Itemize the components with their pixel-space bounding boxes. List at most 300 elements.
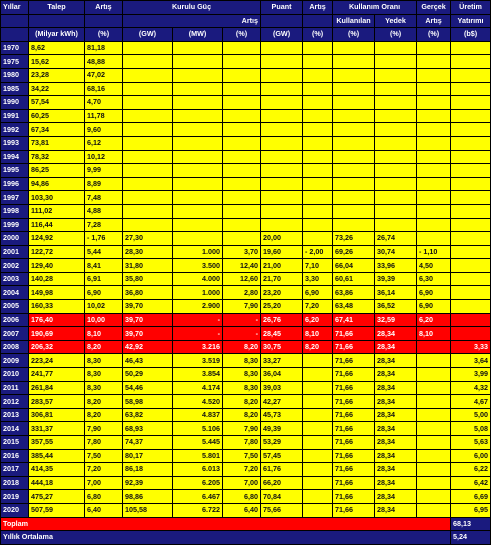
table-cell: 206,32 [29, 340, 85, 354]
year-cell: 1990 [1, 96, 29, 110]
table-cell [451, 123, 491, 137]
table-row [1, 313, 491, 327]
table-cell: 86,25 [29, 164, 85, 178]
table-cell: 7,90 [223, 422, 261, 436]
table-cell: 39,70 [123, 313, 173, 327]
table-cell: 27,30 [123, 232, 173, 246]
table-cell [451, 300, 491, 314]
header-row-1 [1, 1, 491, 15]
header-actual: Gerçek [417, 1, 451, 15]
table-cell: 4,88 [85, 204, 123, 218]
table-cell [333, 150, 375, 164]
table-cell: 6.013 [173, 463, 223, 477]
table-cell [417, 177, 451, 191]
table-cell: 3,70 [223, 245, 261, 259]
table-cell [417, 41, 451, 55]
table-cell [261, 136, 303, 150]
table-cell: 28,34 [375, 449, 417, 463]
table-cell: 12,40 [223, 259, 261, 273]
table-cell [417, 150, 451, 164]
table-cell: 28,34 [375, 503, 417, 517]
table-cell: 98,86 [123, 490, 173, 504]
table-cell [303, 368, 333, 382]
table-cell [451, 218, 491, 232]
year-cell: 2009 [1, 354, 29, 368]
unit-peak-gw: (GW) [261, 28, 303, 42]
year-cell: 2010 [1, 368, 29, 382]
table-cell: 5,00 [451, 408, 491, 422]
table-cell: 7,50 [223, 449, 261, 463]
table-cell: 124,92 [29, 232, 85, 246]
table-cell [223, 164, 261, 178]
table-cell: 6,20 [303, 313, 333, 327]
year-cell: 2000 [1, 232, 29, 246]
table-cell: 7,20 [223, 463, 261, 477]
table-row [1, 463, 491, 477]
table-cell [303, 68, 333, 82]
table-cell [173, 218, 223, 232]
table-cell: 86,18 [123, 463, 173, 477]
table-cell: 75,66 [261, 503, 303, 517]
year-cell: 2003 [1, 272, 29, 286]
table-cell: 5.801 [173, 449, 223, 463]
header-actual-increase: Artış [417, 14, 451, 28]
table-row [1, 422, 491, 436]
table-cell: 5,08 [451, 422, 491, 436]
year-cell: 2016 [1, 449, 29, 463]
table-cell [123, 96, 173, 110]
table-cell [123, 191, 173, 205]
table-cell: 6,40 [223, 503, 261, 517]
table-cell [333, 177, 375, 191]
table-row [1, 164, 491, 178]
table-cell [333, 68, 375, 82]
table-cell: 71,66 [333, 395, 375, 409]
table-cell: 8,10 [303, 327, 333, 341]
footer-label: Yıllık Ortalama [1, 531, 451, 545]
table-cell: 8,20 [223, 340, 261, 354]
table-cell [417, 354, 451, 368]
table-cell [451, 313, 491, 327]
table-row [1, 490, 491, 504]
table-cell [173, 177, 223, 191]
table-cell: 6.722 [173, 503, 223, 517]
table-cell: 30,75 [261, 340, 303, 354]
table-cell: 4,67 [451, 395, 491, 409]
table-cell [417, 218, 451, 232]
header-peak: Puant [261, 1, 303, 15]
table-cell [451, 204, 491, 218]
table-cell: 57,45 [261, 449, 303, 463]
table-cell [223, 191, 261, 205]
year-cell: 2007 [1, 327, 29, 341]
table-row [1, 245, 491, 259]
table-cell: 8,30 [223, 354, 261, 368]
table-cell: 4.520 [173, 395, 223, 409]
table-cell: 3.500 [173, 259, 223, 273]
table-cell: 33,27 [261, 354, 303, 368]
table-cell: 28,34 [375, 436, 417, 450]
table-cell [451, 164, 491, 178]
table-cell [417, 436, 451, 450]
table-row [1, 476, 491, 490]
table-row [1, 381, 491, 395]
table-row [1, 96, 491, 110]
table-cell [261, 164, 303, 178]
table-row [1, 272, 491, 286]
table-cell [333, 82, 375, 96]
table-cell [123, 150, 173, 164]
year-cell: 2006 [1, 313, 29, 327]
table-cell [375, 123, 417, 137]
header-installed-increase: Artış [123, 14, 261, 28]
table-cell: 45,73 [261, 408, 303, 422]
table-cell: 73,26 [333, 232, 375, 246]
table-cell [451, 272, 491, 286]
table-cell: 176,40 [29, 313, 85, 327]
table-cell: 8,20 [303, 340, 333, 354]
table-cell [303, 490, 333, 504]
table-cell: 6,95 [451, 503, 491, 517]
header-demand: Talep [29, 1, 85, 15]
year-cell: 2001 [1, 245, 29, 259]
table-cell: 28,30 [123, 245, 173, 259]
table-cell [417, 381, 451, 395]
unit-gw: (GW) [123, 28, 173, 42]
table-cell: 6,22 [451, 463, 491, 477]
table-cell [303, 476, 333, 490]
header-investment: Yatırımı [451, 14, 491, 28]
table-cell [223, 109, 261, 123]
table-cell [375, 96, 417, 110]
footer-value: 5,24 [451, 531, 491, 545]
table-cell [417, 463, 451, 477]
table-cell: 39,03 [261, 381, 303, 395]
table-cell [173, 164, 223, 178]
table-cell: 48,88 [85, 55, 123, 69]
table-cell [223, 96, 261, 110]
table-cell: 7,50 [85, 449, 123, 463]
table-cell [223, 218, 261, 232]
table-cell: 68,16 [85, 82, 123, 96]
year-cell: 1980 [1, 68, 29, 82]
table-cell [375, 41, 417, 55]
year-cell: 2008 [1, 340, 29, 354]
table-cell: 28,34 [375, 368, 417, 382]
table-cell [261, 41, 303, 55]
unit-peak-increase: (%) [303, 28, 333, 42]
table-row [1, 436, 491, 450]
table-cell: 6,12 [85, 136, 123, 150]
table-cell: 6,42 [451, 476, 491, 490]
table-cell: 111,02 [29, 204, 85, 218]
table-cell [451, 82, 491, 96]
table-cell [417, 232, 451, 246]
table-cell: 331,37 [29, 422, 85, 436]
table-cell: 69,26 [333, 245, 375, 259]
table-row [1, 150, 491, 164]
table-cell: 11,78 [85, 109, 123, 123]
table-cell [451, 136, 491, 150]
table-cell: 2.900 [173, 300, 223, 314]
table-cell: 357,55 [29, 436, 85, 450]
table-cell [303, 82, 333, 96]
table-cell: 8,20 [85, 408, 123, 422]
table-row [1, 503, 491, 517]
table-cell: 20,00 [261, 232, 303, 246]
table-cell: 36,52 [375, 300, 417, 314]
table-cell: 71,66 [333, 449, 375, 463]
table-cell: 283,57 [29, 395, 85, 409]
table-cell: 8,10 [85, 327, 123, 341]
table-cell: 15,62 [29, 55, 85, 69]
table-cell [223, 232, 261, 246]
table-cell [261, 177, 303, 191]
table-cell: 7,80 [223, 436, 261, 450]
table-cell [303, 422, 333, 436]
table-cell [417, 395, 451, 409]
table-row [1, 204, 491, 218]
table-cell: 19,60 [261, 245, 303, 259]
table-cell [417, 109, 451, 123]
year-cell: 1996 [1, 177, 29, 191]
table-cell: 28,34 [375, 395, 417, 409]
table-cell: 6,20 [417, 313, 451, 327]
year-cell: 2004 [1, 286, 29, 300]
table-cell [223, 123, 261, 137]
table-cell [261, 191, 303, 205]
table-cell: 58,98 [123, 395, 173, 409]
table-cell [303, 136, 333, 150]
table-cell [303, 232, 333, 246]
table-cell [333, 55, 375, 69]
table-cell: 8,20 [223, 395, 261, 409]
table-row [1, 191, 491, 205]
year-cell: 2011 [1, 381, 29, 395]
table-cell [417, 368, 451, 382]
unit-increase: (%) [85, 28, 123, 42]
table-cell: 8,20 [85, 395, 123, 409]
table-cell: 7,90 [85, 422, 123, 436]
table-cell: 3,33 [451, 340, 491, 354]
table-cell: 25,20 [261, 300, 303, 314]
table-cell: 6.467 [173, 490, 223, 504]
table-cell: 4.837 [173, 408, 223, 422]
table-cell: 92,39 [123, 476, 173, 490]
table-cell [123, 164, 173, 178]
unit-mw: (MW) [173, 28, 223, 42]
table-cell [333, 109, 375, 123]
header-peak-increase: Artış [303, 1, 333, 15]
table-row [1, 327, 491, 341]
table-row [1, 300, 491, 314]
table-cell: 71,66 [333, 490, 375, 504]
table-cell: 6,80 [85, 490, 123, 504]
table-cell [261, 68, 303, 82]
header-row-3-units [1, 28, 491, 42]
table-cell [333, 123, 375, 137]
table-cell: - 2,00 [303, 245, 333, 259]
year-cell: 2018 [1, 476, 29, 490]
table-cell: 7,00 [223, 476, 261, 490]
table-cell: 116,44 [29, 218, 85, 232]
table-cell: 30,74 [375, 245, 417, 259]
table-cell: 7,10 [303, 259, 333, 273]
table-cell [303, 109, 333, 123]
table-cell [123, 218, 173, 232]
table-cell [417, 136, 451, 150]
table-cell: 23,28 [29, 68, 85, 82]
year-cell: 2014 [1, 422, 29, 436]
header-reserve: Yedek [375, 14, 417, 28]
table-cell: 28,34 [375, 463, 417, 477]
table-cell [375, 164, 417, 178]
table-cell [303, 150, 333, 164]
table-cell [451, 245, 491, 259]
table-cell: 6,00 [451, 449, 491, 463]
unit-reserve: (%) [375, 28, 417, 42]
table-cell: 3,64 [451, 354, 491, 368]
table-cell [173, 123, 223, 137]
table-row [1, 109, 491, 123]
table-cell: 2,80 [223, 286, 261, 300]
table-cell [333, 41, 375, 55]
table-cell: 5,44 [85, 245, 123, 259]
table-cell [417, 408, 451, 422]
table-cell: 241,77 [29, 368, 85, 382]
table-cell [173, 82, 223, 96]
table-row [1, 408, 491, 422]
table-cell [123, 204, 173, 218]
table-cell: 28,34 [375, 381, 417, 395]
table-cell: 8,20 [85, 340, 123, 354]
footer-row [1, 517, 491, 531]
table-cell [417, 422, 451, 436]
table-cell: 66,20 [261, 476, 303, 490]
table-cell [261, 218, 303, 232]
header-utilization-rate: Kullanım Oranı [333, 1, 417, 15]
table-cell [261, 150, 303, 164]
table-cell [451, 96, 491, 110]
table-cell: 74,37 [123, 436, 173, 450]
table-cell: 33,96 [375, 259, 417, 273]
table-cell: 8,30 [85, 354, 123, 368]
table-cell: 68,93 [123, 422, 173, 436]
table-row [1, 136, 491, 150]
table-cell: 1.000 [173, 286, 223, 300]
unit-power-increase: (%) [223, 28, 261, 42]
table-cell [223, 82, 261, 96]
table-cell: 8,30 [85, 381, 123, 395]
header-years: Yıllar [1, 1, 29, 15]
table-cell: 8,89 [85, 177, 123, 191]
table-cell [333, 218, 375, 232]
unit-demand: (Milyar kWh) [29, 28, 85, 42]
table-cell [223, 177, 261, 191]
table-cell [173, 55, 223, 69]
table-cell: 71,66 [333, 436, 375, 450]
table-cell [223, 204, 261, 218]
table-cell [417, 55, 451, 69]
table-cell: 6,90 [303, 286, 333, 300]
year-cell: 2017 [1, 463, 29, 477]
table-cell [303, 96, 333, 110]
table-cell [451, 41, 491, 55]
table-row [1, 55, 491, 69]
table-cell [261, 204, 303, 218]
table-cell: 60,25 [29, 109, 85, 123]
table-cell [375, 82, 417, 96]
table-cell [173, 232, 223, 246]
year-cell: 1995 [1, 164, 29, 178]
table-cell [223, 136, 261, 150]
table-cell: 6,30 [417, 272, 451, 286]
table-cell [375, 109, 417, 123]
table-cell: 7,20 [85, 463, 123, 477]
table-cell [375, 136, 417, 150]
table-row [1, 395, 491, 409]
table-cell [223, 150, 261, 164]
table-cell [123, 123, 173, 137]
table-cell [261, 123, 303, 137]
year-cell: 1994 [1, 150, 29, 164]
table-cell: 5.106 [173, 422, 223, 436]
table-cell [417, 191, 451, 205]
table-cell: 28,34 [375, 476, 417, 490]
table-cell: 414,35 [29, 463, 85, 477]
footer-value: 68,13 [451, 517, 491, 531]
table-cell [451, 55, 491, 69]
table-cell: 71,66 [333, 422, 375, 436]
header-installed-power: Kurulu Güç [123, 1, 261, 15]
table-cell [303, 191, 333, 205]
table-cell [303, 204, 333, 218]
table-cell [173, 204, 223, 218]
table-cell [173, 41, 223, 55]
table-row [1, 41, 491, 55]
table-cell: 7,28 [85, 218, 123, 232]
table-cell: - 1,10 [417, 245, 451, 259]
table-cell: 39,70 [123, 300, 173, 314]
table-cell: 444,18 [29, 476, 85, 490]
table-cell: 63,82 [123, 408, 173, 422]
table-cell: 12,60 [223, 272, 261, 286]
year-cell: 2015 [1, 436, 29, 450]
table-cell: 26,76 [261, 313, 303, 327]
table-cell [333, 164, 375, 178]
year-cell: 2020 [1, 503, 29, 517]
table-cell [123, 177, 173, 191]
table-cell: 10,02 [85, 300, 123, 314]
year-cell: 1991 [1, 109, 29, 123]
table-cell [303, 395, 333, 409]
unit-investment: (b$) [451, 28, 491, 42]
table-cell [451, 177, 491, 191]
table-cell: 4,50 [417, 259, 451, 273]
table-cell [303, 164, 333, 178]
table-cell [417, 204, 451, 218]
table-cell: - 1,76 [85, 232, 123, 246]
year-cell: 1975 [1, 55, 29, 69]
table-cell [223, 55, 261, 69]
table-cell: 21,70 [261, 272, 303, 286]
table-cell: 7,90 [223, 300, 261, 314]
table-cell: 149,98 [29, 286, 85, 300]
table-cell: 8,10 [417, 327, 451, 341]
table-cell: 50,29 [123, 368, 173, 382]
table-cell: 190,69 [29, 327, 85, 341]
table-cell [173, 191, 223, 205]
